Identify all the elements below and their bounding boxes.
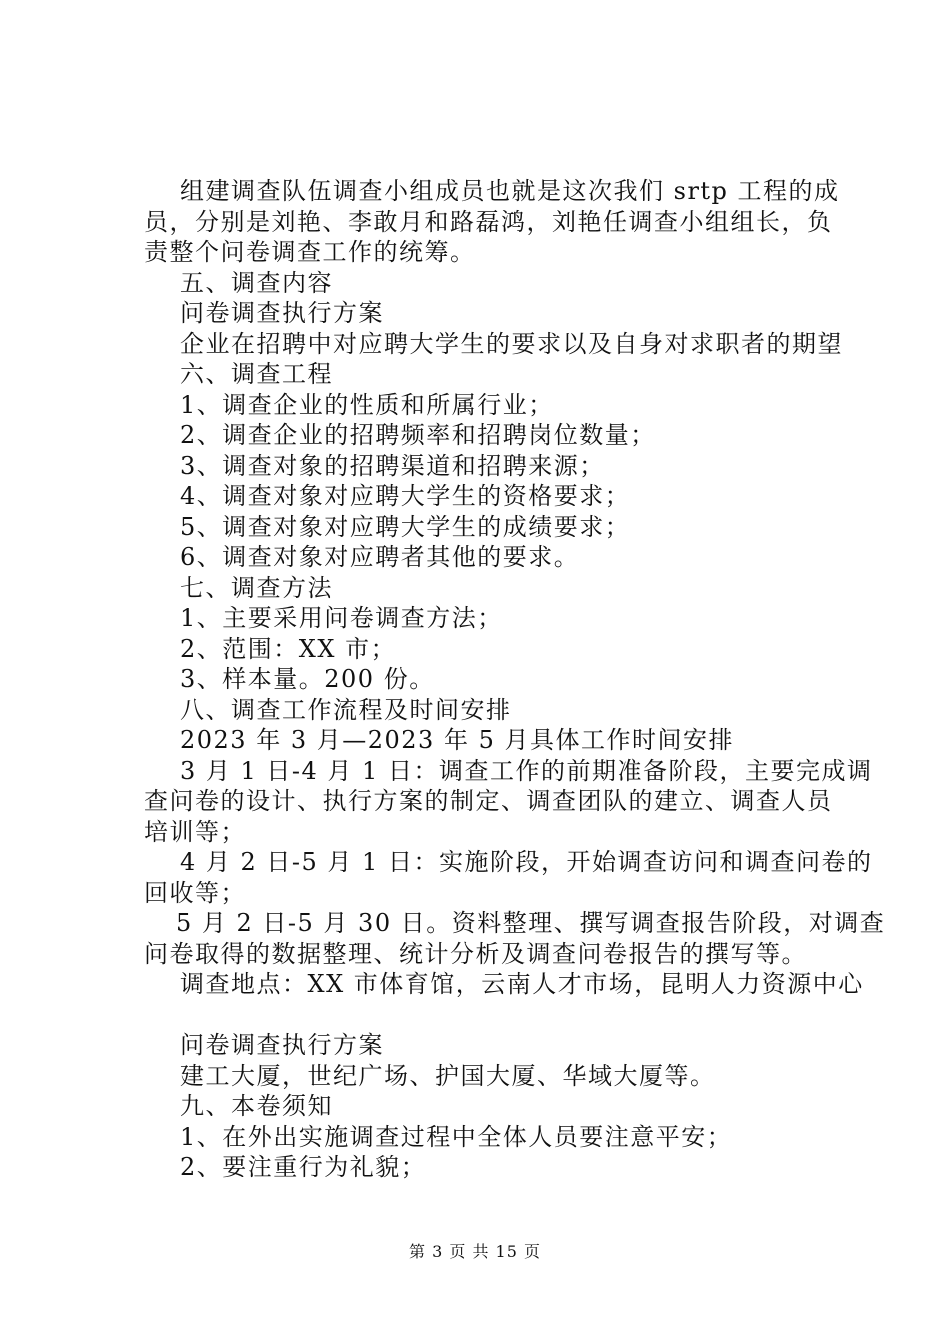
paragraph-line: 建工大厦，世纪广场、护国大厦、华域大厦等。 xyxy=(180,1061,716,1090)
list-item: 2、要注重行为礼貌； xyxy=(180,1153,427,1181)
list-item: 2、范围：XX 市； xyxy=(180,634,397,663)
paragraph-line: 4 月 2 日-5 月 1 日：实施阶段，开始调查访问和调查问卷的 xyxy=(180,848,873,876)
list-item: 4、调查对象对应聘大学生的资格要求； xyxy=(180,482,631,510)
list-item: 1、主要采用问卷调查方法； xyxy=(180,604,503,632)
paragraph-line: 企业在招聘中对应聘大学生的要求以及自身对求职者的期望 xyxy=(180,329,843,358)
section-heading: 九、本卷须知 xyxy=(180,1092,333,1120)
paragraph-line: 员，分别是刘艳、李敢月和路磊鸿，刘艳任调查小组组长，负 xyxy=(144,207,833,236)
paragraph-line: 2023 年 3 月—2023 年 5 月具体工作时间安排 xyxy=(180,726,734,754)
list-item: 1、在外出实施调查过程中全体人员要注意平安； xyxy=(180,1122,733,1151)
list-item: 2、调查企业的招聘频率和招聘岗位数量； xyxy=(180,421,656,449)
list-item: 3、调查对象的招聘渠道和招聘来源； xyxy=(180,451,605,480)
section-heading: 五、调查内容 xyxy=(180,268,333,297)
list-item: 3、样本量。200 份。 xyxy=(180,665,435,693)
list-item: 1、调查企业的性质和所属行业； xyxy=(180,390,554,419)
paragraph-line: 责整个问卷调查工作的统筹。 xyxy=(144,238,476,266)
paragraph-line: 问卷取得的数据整理、统计分析及调查问卷报告的撰写等。 xyxy=(144,939,807,968)
paragraph-line: 查问卷的设计、执行方案的制定、调查团队的建立、调查人员 xyxy=(144,787,833,815)
document-body xyxy=(144,176,886,1183)
list-item: 6、调查对象对应聘者其他的要求。 xyxy=(180,543,580,571)
paragraph-line: 调查地点：XX 市体育馆，云南人才市场，昆明人力资源中心 xyxy=(180,970,864,998)
paragraph-line: 回收等； xyxy=(144,878,246,907)
list-item: 5、调查对象对应聘大学生的成绩要求； xyxy=(180,512,631,541)
paragraph-line: 3 月 1 日-4 月 1 日：调查工作的前期准备阶段，主要完成调 xyxy=(180,756,873,785)
paragraph-line: 5 月 2 日-5 月 30 日。资料整理、撰写调查报告阶段，对调查 xyxy=(176,909,886,937)
blank-line xyxy=(144,1000,844,1031)
section-heading: 七、调查方法 xyxy=(180,573,333,602)
paragraph-line: 问卷调查执行方案 xyxy=(180,299,384,327)
section-heading: 六、调查工程 xyxy=(180,360,333,388)
paragraph-line: 组建调查队伍调查小组成员也就是这次我们 srtp 工程的成 xyxy=(180,177,840,205)
page-footer: 第 3 页 共 15 页 xyxy=(409,1242,541,1261)
paragraph-line: 培训等； xyxy=(144,817,246,846)
paragraph-line: 问卷调查执行方案 xyxy=(180,1031,384,1059)
section-heading: 八、调查工作流程及时间安排 xyxy=(180,695,512,724)
